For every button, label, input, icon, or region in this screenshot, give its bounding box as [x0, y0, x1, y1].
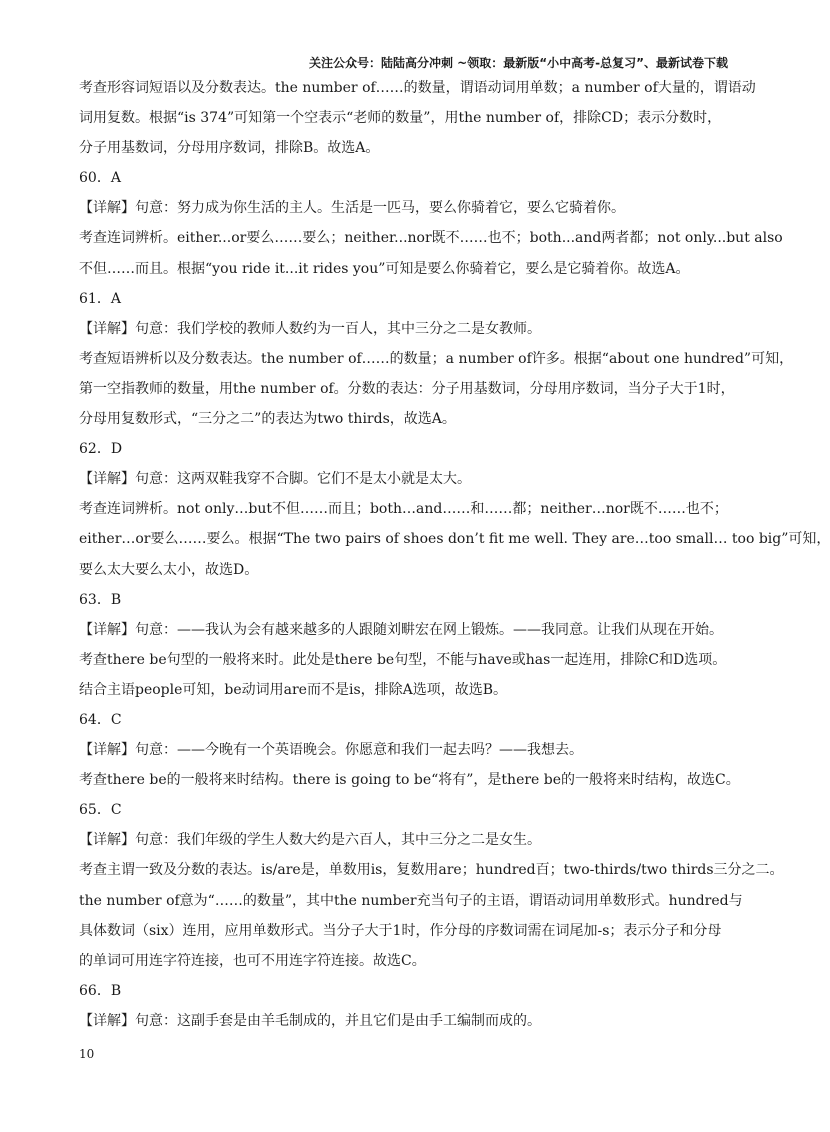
- page-number: 10: [79, 1047, 95, 1061]
- text-line: 考查连词辨析。not only…but不但……而且；both…and……和……都；neither…nor既不……也不；: [79, 501, 728, 518]
- question-number: 60．A: [79, 170, 121, 187]
- question-number: 63．B: [79, 591, 122, 608]
- text-line: 要么太大要么太小，故选D。: [79, 561, 259, 578]
- text-line: 第一空指教师的数量，用the number of。分数的表达：分子用基数词，分母用序数词，当分子大于1时，: [79, 380, 735, 397]
- question-number: 66．B: [79, 982, 122, 999]
- document-body: [79, 73, 830, 1036]
- text-line: 结合主语people可知，be动词用are而不是is，排除A选项，故选B。: [79, 681, 508, 698]
- question-number: 65．C: [79, 802, 122, 819]
- question-number: 64．C: [79, 711, 122, 728]
- text-line: 【详解】句意：我们年级的学生人数大约是六百人，其中三分之二是女生。: [79, 832, 541, 849]
- text-line: either…or要么……要么。根据“The two pairs of shoes don’t fit me well. They are…too small… too big”可知，: [79, 531, 830, 548]
- text-line: 分母用复数形式，“三分之二”的表达为two thirds，故选A。: [79, 411, 456, 428]
- text-line: 【详解】句意：这两双鞋我穿不合脚。它们不是太小就是太大。: [79, 471, 471, 488]
- text-line: 考查形容词短语以及分数表达。the number of……的数量，谓语动词用单数；a number of大量的，谓语动: [79, 80, 756, 96]
- text-line: 【详解】句意：——今晚有一个英语晚会。你愿意和我们一起去吗？——我想去。: [79, 742, 583, 759]
- text-line: 考查短语辨析以及分数表达。the number of……的数量；a number of许多。根据“about one hundred”可知，: [79, 350, 794, 367]
- text-line: 不但……而且。根据“you ride it...it rides you”可知是要么你骑着它，要么是它骑着你。故选A。: [79, 260, 690, 277]
- text-line: 【详解】句意：这副手套是由羊毛制成的，并且它们是由手工编制而成的。: [79, 1012, 541, 1029]
- text-line: 考查there be句型的一般将来时。此处是there be句型，不能与have或has一起连用，排除C和D选项。: [79, 651, 727, 668]
- text-line: 【详解】句意：努力成为你生活的主人。生活是一匹马，要么你骑着它，要么它骑着你。: [79, 200, 625, 217]
- question-number: 61．A: [79, 290, 121, 307]
- page-header: 关注公众号：陆陆高分冲刺 ~领取：最新版“小中高考-总复习”、最新试卷下载: [309, 56, 728, 70]
- question-number: 62．D: [79, 441, 123, 458]
- text-line: 具体数词（six）连用，应用单数形式。当分子大于1时，作分母的序数词需在词尾加-s；表示分子和分母: [79, 922, 722, 939]
- text-line: 的单词可用连字符连接，也可不用连字符连接。故选C。: [79, 952, 426, 969]
- text-line: 考查连词辨析。either...or要么……要么；neither...nor既不……也不；both...and两者都；not only...but also: [79, 230, 783, 247]
- text-line: 【详解】句意：我们学校的教师人数约为一百人，其中三分之二是女教师。: [79, 320, 541, 337]
- text-line: 分子用基数词，分母用序数词，排除B。故选A。: [79, 140, 380, 157]
- text-line: the number of意为“……的数量”，其中the number充当句子的主语，谓语动词用单数形式。hundred与: [79, 892, 743, 909]
- text-line: 考查主谓一致及分数的表达。is/are是，单数用is，复数用are；hundred百；two-thirds/two thirds三分之二。: [79, 862, 784, 879]
- text-line: 词用复数。根据“is 374”可知第一个空表示“老师的数量”，用the number of，排除CD；表示分数时，: [79, 110, 722, 127]
- text-line: 考查there be的一般将来时结构。there is going to be“将有”，是there be的一般将来时结构，故选C。: [79, 772, 740, 789]
- text-line: 【详解】句意：——我认为会有越来越多的人跟随刘畊宏在网上锻炼。——我同意。让我们从现在开始。: [79, 621, 723, 638]
